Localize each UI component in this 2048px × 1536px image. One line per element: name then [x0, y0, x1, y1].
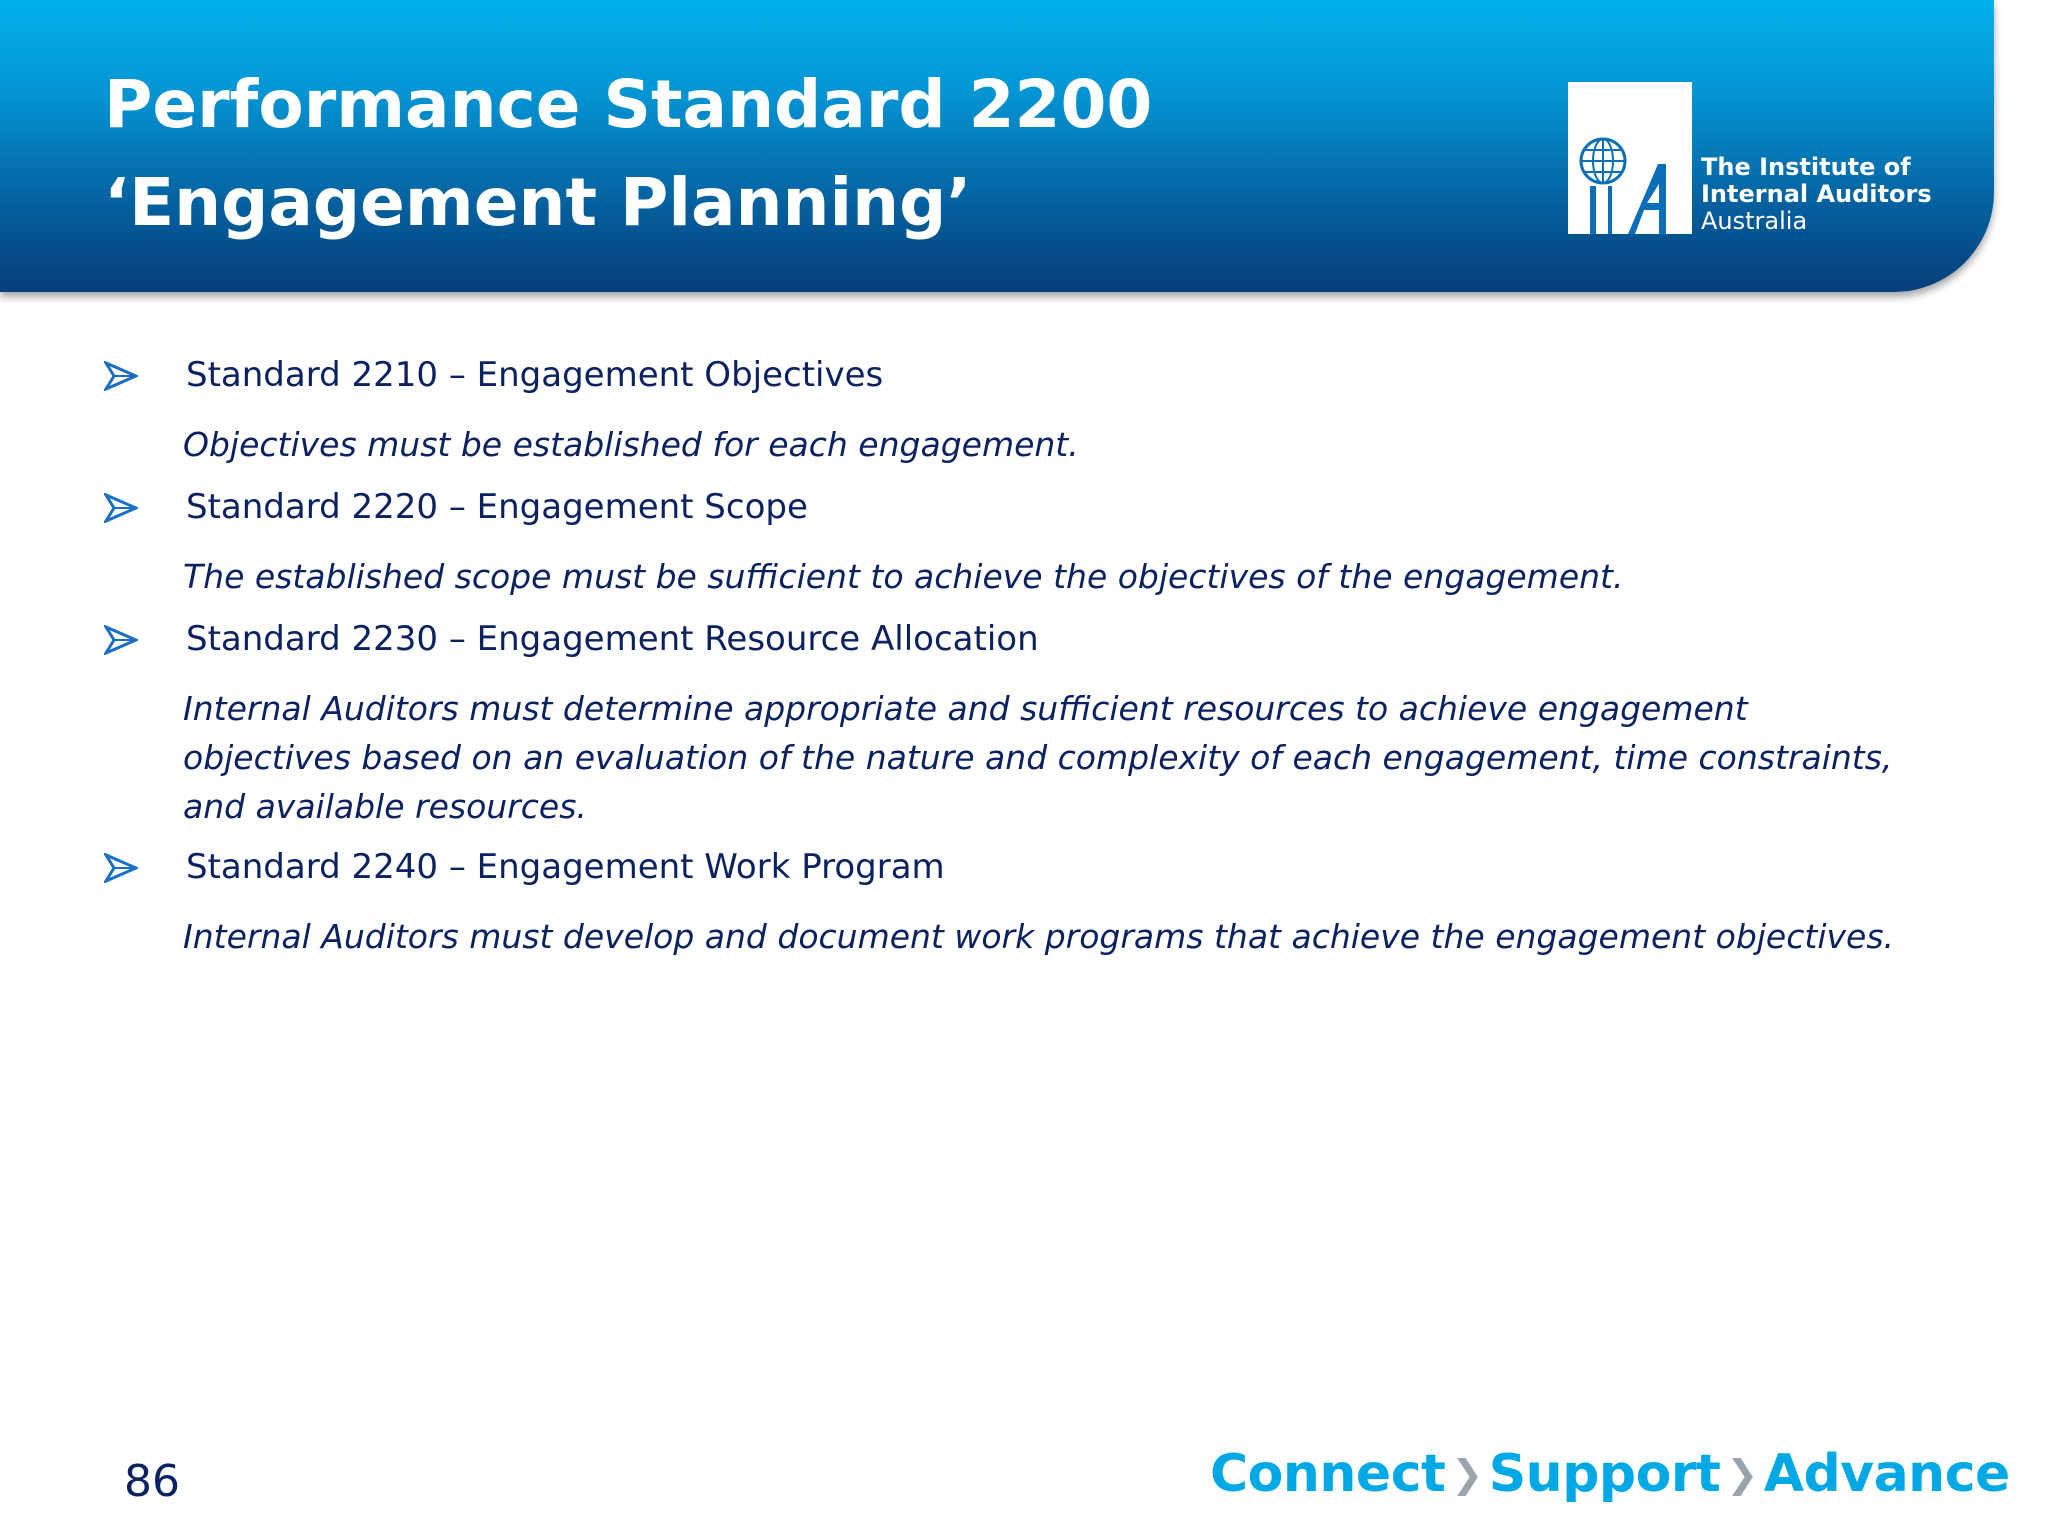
standard-2220-title: Standard 2220 – Engagement Scope	[186, 487, 808, 527]
arrow-bullet-icon	[104, 493, 138, 523]
standard-2210-description: Objectives must be established for each engagement.	[183, 425, 1079, 464]
standard-2240-title: Standard 2240 – Engagement Work Program	[186, 847, 945, 887]
logo-text-line-2: Internal Auditors	[1701, 180, 1932, 208]
arrow-bullet-icon	[104, 853, 138, 883]
standard-2230-title: Standard 2230 – Engagement Resource Allocation	[186, 619, 1039, 659]
chevron-right-icon: ❯	[1726, 1452, 1758, 1496]
standard-2230-description: Internal Auditors must determine appropriate and sufficient resources to achieve engagement objectives based on an evaluation of the nature and complexity of each engagement, time constraints, and available resources.	[183, 689, 1893, 826]
slide-title-line-1: Performance Standard 2200	[104, 66, 1153, 143]
standard-2240-description: Internal Auditors must develop and document work programs that achieve the engagement objectives.	[183, 917, 1895, 956]
slide-title-line-2: ‘Engagement Planning’	[104, 164, 972, 241]
logo-text-line-1: The Institute of	[1701, 153, 1911, 181]
tagline-word-connect: Connect	[1210, 1444, 1446, 1504]
tagline-word-support: Support	[1488, 1444, 1721, 1504]
standard-2210-title: Standard 2210 – Engagement Objectives	[186, 355, 884, 395]
standard-2220-description: The established scope must be sufficient to achieve the objectives of the engagement.	[183, 557, 1624, 596]
tagline-word-advance: Advance	[1763, 1444, 2010, 1504]
arrow-bullet-icon	[104, 625, 138, 655]
logo-text-line-3: Australia	[1701, 207, 1808, 235]
chevron-right-icon: ❯	[1451, 1452, 1483, 1496]
arrow-bullet-icon	[104, 361, 138, 391]
connect-support-advance-tagline	[1210, 1444, 2010, 1504]
page-number: 86	[124, 1456, 180, 1507]
